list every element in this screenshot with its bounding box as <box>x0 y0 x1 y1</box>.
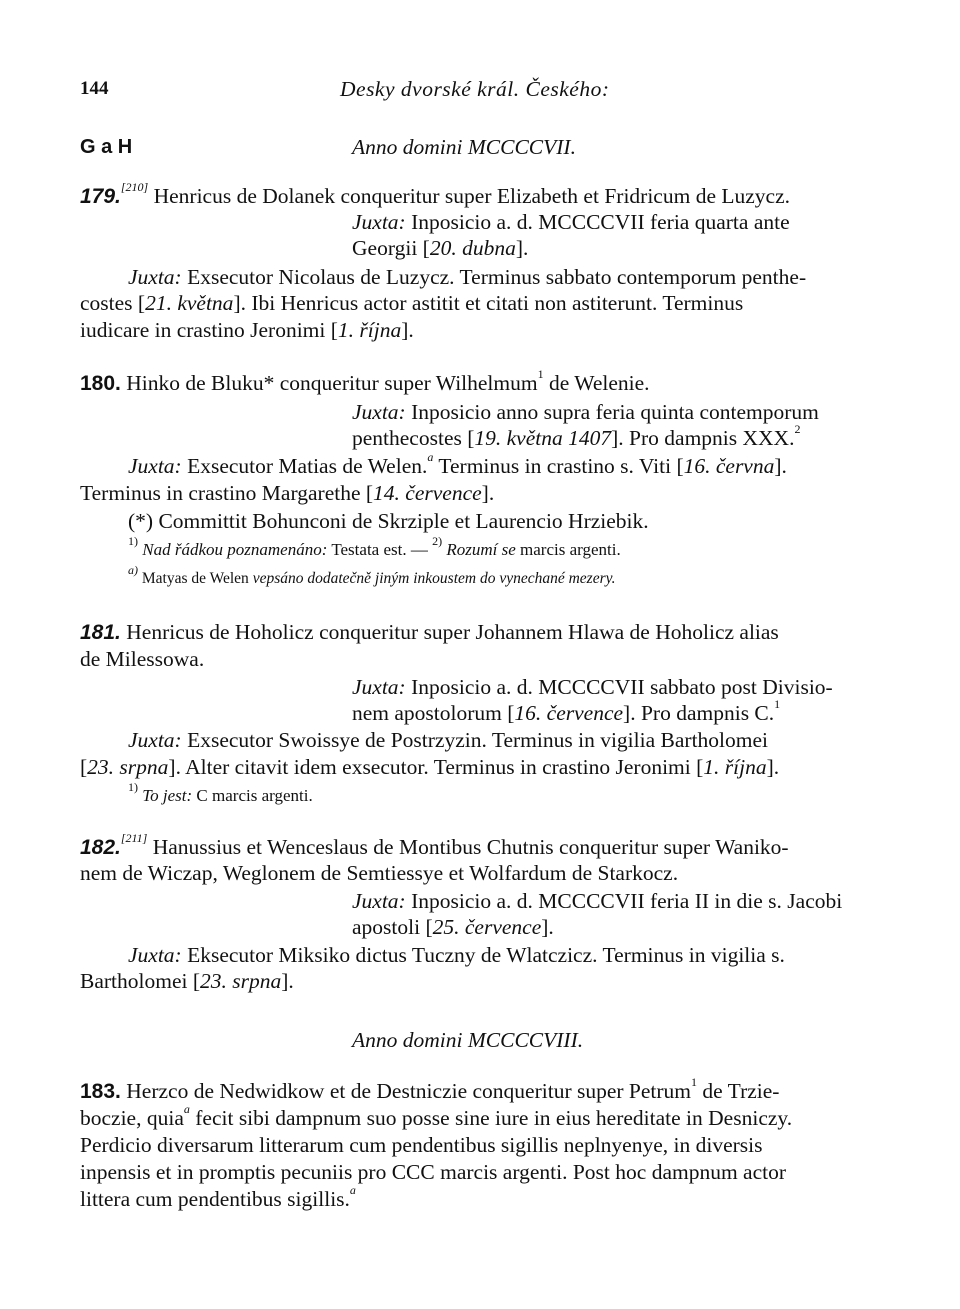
entry-text: ]. Ibi Henricus actor astitit et citati non astiterunt. Terminus <box>233 291 744 315</box>
entry-number: 180. <box>80 372 121 395</box>
entry-180-footnote-a <box>128 563 616 592</box>
footnote-text: Rozumí se <box>446 540 516 559</box>
entry-text: costes [ <box>80 291 146 315</box>
footnote-ref: 2 <box>794 422 801 436</box>
entry-text: Henricus de Dolanek conqueritur super Elizabeth et Fridricum de Luzycz. <box>153 184 790 208</box>
entry-number: 183. <box>80 1080 121 1103</box>
entry-text: Inposicio anno supra feria quinta contemporum <box>411 400 819 424</box>
year-heading-1407: Anno domini MCCCCVII. <box>352 135 576 159</box>
folio-ref: [211] <box>120 831 148 845</box>
date-gloss: 23. srpna <box>200 969 282 993</box>
entry-183-line-1 <box>80 1075 780 1105</box>
date-gloss: 19. května 1407 <box>474 426 612 450</box>
entry-179-line-5 <box>80 290 743 316</box>
entry-text: ]. <box>281 969 294 993</box>
entry-text: Inposicio a. d. MCCCCVII feria II in die s. Jacobi <box>411 889 843 913</box>
footnote-text: marcis argenti. <box>520 540 621 559</box>
footnote-ref: 1 <box>774 697 781 711</box>
date-gloss: 16. června <box>683 454 775 478</box>
page-number: 144 <box>80 78 109 99</box>
entry-182-line-2: nem de Wiczap, Weglonem de Semtiessye et Wolfardum de Starkocz. <box>80 861 679 885</box>
entry-text: Henricus de Hoholicz conqueritur super Johannem Hlawa de Hoholicz alias <box>126 620 779 644</box>
entry-182-line-6 <box>80 968 294 994</box>
entry-text: apostoli [ <box>352 915 433 939</box>
entry-text: ]. <box>515 236 529 260</box>
footnote-text: vepsáno dodatečně jiným inkoustem do vynechané mezery. <box>252 570 616 587</box>
entry-179-line-4 <box>128 264 806 290</box>
footnote-text: Testata est. — <box>331 540 428 559</box>
entry-text: Hinko de Bluku* conqueritur super Wilhelmum <box>126 371 538 395</box>
entry-181-line-3 <box>352 674 833 700</box>
entry-text: nem apostolorum [ <box>352 701 515 725</box>
entry-text: Exsecutor Matias de Welen. <box>187 454 428 478</box>
juxta-label: Juxta: <box>352 400 406 424</box>
footnote-mark: 2) <box>432 534 443 548</box>
footnote-ref: a <box>427 450 434 464</box>
entry-text: fecit sibi dampnum suo posse sine iure in eius hereditate in Desniczy. <box>195 1106 793 1130</box>
entry-text: Exsecutor Nicolaus de Luzycz. Terminus sabbato contemporum penthe- <box>187 265 807 289</box>
footnote-ref: 1 <box>691 1075 698 1089</box>
footnote-ref: 1 <box>537 367 544 381</box>
entry-181-line-5 <box>128 727 768 753</box>
footnote-mark: 1) <box>128 780 138 794</box>
entry-text: ]. <box>774 454 787 478</box>
entry-180-line-3 <box>352 422 801 451</box>
date-gloss: 25. července <box>432 915 542 939</box>
entry-180-line-6: (*) Committit Bohunconi de Skrziple et Laurencio Hrziebik. <box>128 509 649 533</box>
entry-text: Bartholomei [ <box>80 969 201 993</box>
running-title: Desky dvorské král. Českého: <box>340 77 610 101</box>
date-gloss: 21. května <box>145 291 234 315</box>
entry-text: Terminus in crastino s. Viti [ <box>438 454 684 478</box>
entry-182-line-1 <box>80 831 869 861</box>
footnote-text: To jest: <box>142 786 193 805</box>
date-gloss: 14. července <box>373 481 482 505</box>
entry-179-line-3 <box>352 235 528 261</box>
entry-181-line-4 <box>352 697 781 726</box>
entry-text: Georgii [ <box>352 236 430 260</box>
entry-180-line-4 <box>128 450 787 479</box>
entry-182-line-4 <box>352 914 554 940</box>
year-heading-1408: Anno domini MCCCCVIII. <box>352 1028 584 1052</box>
entry-181-line-2: de Milessowa. <box>80 647 205 671</box>
entry-text: ]. <box>766 755 780 779</box>
date-gloss: 20. dubna <box>429 236 516 260</box>
entry-180-line-1 <box>80 367 650 397</box>
juxta-label: Juxta: <box>352 889 406 913</box>
entry-text: Hanussius et Wenceslaus de Montibus Chutnis conqueritur super Waniko- <box>152 835 789 859</box>
entry-183-line-4: inpensis et in promptis pecuniis pro CCC marcis argenti. Post hoc dampnum actor <box>80 1160 787 1184</box>
entry-text: Terminus in crastino Margarethe [ <box>80 481 374 505</box>
date-gloss: 16. července <box>514 701 624 725</box>
entry-180-line-5 <box>80 480 494 506</box>
footnote-mark: a) <box>128 563 138 577</box>
entry-text: ]. Pro dampnis C. <box>623 701 775 725</box>
entry-179-line-1 <box>80 180 869 210</box>
entry-text: iudicare in crastino Jeronimi [ <box>80 318 338 342</box>
entry-text: ]. Pro dampnis XXX. <box>611 426 795 450</box>
juxta-label: Juxta: <box>128 454 182 478</box>
entry-181-line-6 <box>80 754 779 780</box>
folio-ref: [210] <box>120 180 149 194</box>
entry-number: 182. <box>80 836 121 859</box>
footnote-ref: a <box>349 1183 356 1197</box>
date-gloss: 1. října <box>703 755 767 779</box>
entry-number: 181. <box>80 621 121 644</box>
entry-text: Exsecutor Swoissye de Postrzyzin. Terminus in vigilia Bartholomei <box>187 728 769 752</box>
entry-179-line-6 <box>80 317 414 343</box>
entry-180-line-2 <box>352 399 819 425</box>
entry-181-line-1 <box>80 619 869 646</box>
entry-text: Inposicio a. d. MCCCCVII sabbato post Divisio- <box>411 675 833 699</box>
footnote-ref: a <box>183 1102 190 1116</box>
juxta-label: Juxta: <box>352 210 406 234</box>
entry-text: de Trzie- <box>702 1079 780 1103</box>
quire-mark: G a H <box>80 136 133 158</box>
juxta-label: Juxta: <box>352 675 406 699</box>
entry-text: ]. <box>481 481 495 505</box>
juxta-label: Juxta: <box>128 265 182 289</box>
entry-text: Inposicio a. d. MCCCCVII feria quarta ante <box>411 210 790 234</box>
entry-183-line-3: Perdicio diversarum litterarum cum pendentibus sigillis neplnyenye, in diversis <box>80 1133 763 1157</box>
entry-183-line-2 <box>80 1102 793 1131</box>
entry-text: ]. Alter citavit idem exsecutor. Terminus in crastino Jeronimi [ <box>168 755 704 779</box>
entry-179-line-2 <box>352 209 790 235</box>
date-gloss: 23. srpna <box>87 755 169 779</box>
footnote-text: C marcis argenti. <box>196 786 313 805</box>
entry-text: penthecostes [ <box>352 426 475 450</box>
juxta-label: Juxta: <box>128 728 182 752</box>
entry-text: de Welenie. <box>548 371 650 395</box>
entry-181-footnote-1 <box>128 780 313 809</box>
entry-text: [ <box>80 755 88 779</box>
date-gloss: 1. října <box>337 318 402 342</box>
entry-180-footnotes-1-2 <box>128 534 621 563</box>
entry-number: 179. <box>80 185 121 208</box>
entry-182-line-3 <box>352 888 842 914</box>
entry-text: ]. <box>401 318 414 342</box>
entry-182-line-5 <box>128 942 785 968</box>
entry-text: Eksecutor Miksiko dictus Tuczny de Wlatczicz. Terminus in vigilia s. <box>187 943 785 967</box>
juxta-label: Juxta: <box>128 943 182 967</box>
entry-text: ]. <box>541 915 554 939</box>
entry-text: boczie, quia <box>80 1106 184 1130</box>
entry-text: littera cum pendentibus sigillis. <box>80 1187 350 1211</box>
entry-text: Herzco de Nedwidkow et de Destniczie conqueritur super Petrum <box>126 1079 692 1103</box>
entry-183-line-5 <box>80 1183 356 1212</box>
footnote-text: Matyas de Welen <box>141 570 249 587</box>
footnote-mark: 1) <box>128 534 138 548</box>
footnote-text: Nad řádkou poznamenáno: <box>142 540 328 559</box>
